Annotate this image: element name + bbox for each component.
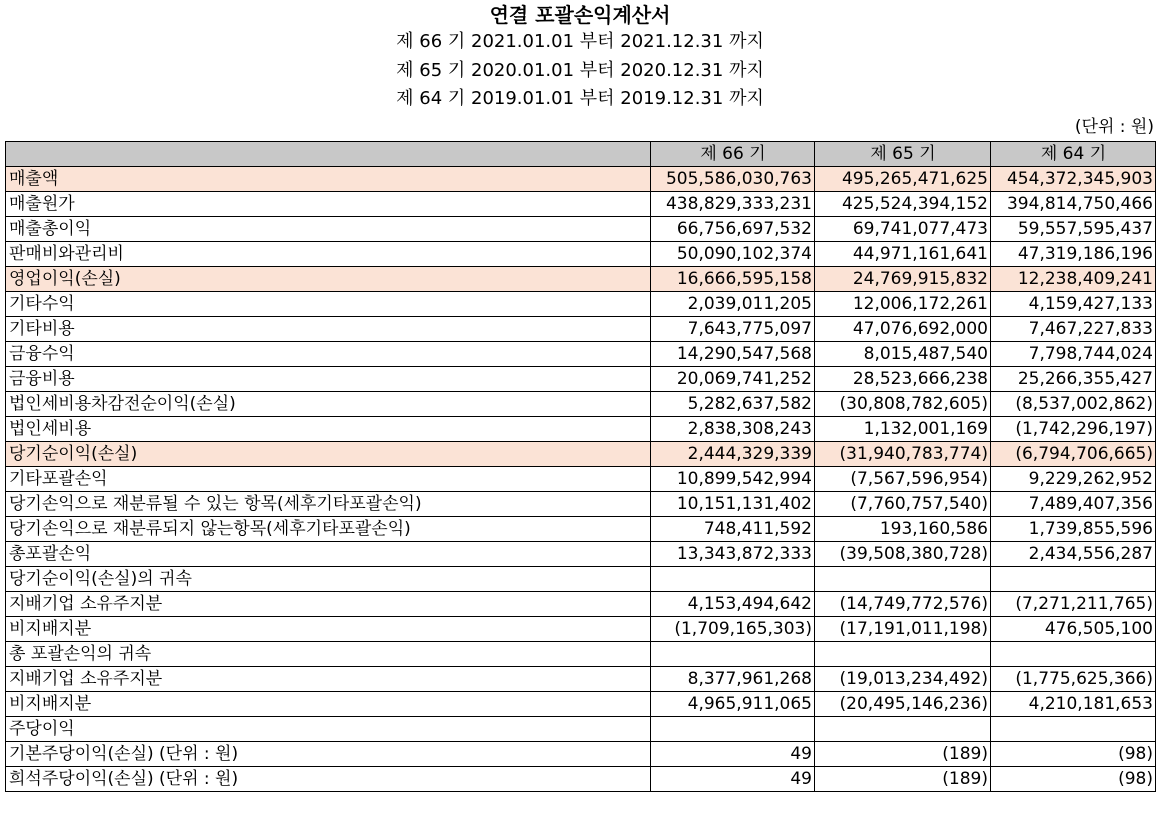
table-row [6,192,1156,217]
value-cell: (17,191,011,198) [815,617,991,642]
table-row [6,267,1156,292]
row-label: 매출총이익 [6,217,651,242]
row-label: 매출원가 [6,192,651,217]
value-cell: (189) [815,767,991,792]
table-row [6,642,1156,667]
income-statement-table [5,141,1156,792]
value-cell: 50,090,102,374 [651,242,815,267]
table-row [6,517,1156,542]
row-label: 금융비용 [6,367,651,392]
value-cell: 7,467,227,833 [991,317,1156,342]
value-cell: 49 [651,767,815,792]
value-cell: 4,159,427,133 [991,292,1156,317]
value-cell: 9,229,262,952 [991,467,1156,492]
value-cell: (98) [991,742,1156,767]
period-line-64: 제 64 기 2019.01.01 부터 2019.12.31 까지 [396,88,764,109]
row-label: 영업이익(손실) [6,267,651,292]
value-cell: 4,210,181,653 [991,692,1156,717]
value-cell: 505,586,030,763 [651,167,815,192]
table-row [6,317,1156,342]
value-cell: 7,798,744,024 [991,342,1156,367]
value-cell [815,642,991,667]
period-line-65: 제 65 기 2020.01.01 부터 2020.12.31 까지 [396,60,764,81]
row-label: 비지배지분 [6,692,651,717]
value-cell [651,567,815,592]
value-cell: 394,814,750,466 [991,192,1156,217]
row-label: 매출액 [6,167,651,192]
table-row [6,342,1156,367]
row-label: 기타포괄손익 [6,467,651,492]
value-cell [651,717,815,742]
value-cell: 25,266,355,427 [991,367,1156,392]
value-cell: 28,523,666,238 [815,367,991,392]
value-cell: (14,749,772,576) [815,592,991,617]
table-row [6,692,1156,717]
row-label: 지배기업 소유주지분 [6,667,651,692]
value-cell: 2,039,011,205 [651,292,815,317]
table-row [6,217,1156,242]
value-cell: 7,489,407,356 [991,492,1156,517]
value-cell [991,642,1156,667]
value-cell: 49 [651,742,815,767]
value-cell: 20,069,741,252 [651,367,815,392]
row-label: 당기손익으로 재분류되지 않는항목(세후기타포괄손익) [6,517,651,542]
table-row [6,567,1156,592]
value-cell: 47,076,692,000 [815,317,991,342]
row-label: 총포괄손익 [6,542,651,567]
value-cell: (1,742,296,197) [991,417,1156,442]
table-row [6,417,1156,442]
row-label: 희석주당이익(손실) (단위 : 원) [6,767,651,792]
table-row [6,392,1156,417]
value-cell: (7,567,596,954) [815,467,991,492]
value-cell: 1,739,855,596 [991,517,1156,542]
value-cell: 24,769,915,832 [815,267,991,292]
value-cell: 476,505,100 [991,617,1156,642]
table-row [6,442,1156,467]
value-cell [815,717,991,742]
column-header-66: 제 66 기 [651,142,815,167]
value-cell: 495,265,471,625 [815,167,991,192]
value-cell: 66,756,697,532 [651,217,815,242]
value-cell: (39,508,380,728) [815,542,991,567]
value-cell: (7,271,211,765) [991,592,1156,617]
table-row [6,292,1156,317]
value-cell: (6,794,706,665) [991,442,1156,467]
value-cell: 69,741,077,473 [815,217,991,242]
table-row [6,467,1156,492]
table-row [6,492,1156,517]
value-cell: (19,013,234,492) [815,667,991,692]
value-cell: (20,495,146,236) [815,692,991,717]
row-label: 당기순이익(손실) [6,442,651,467]
value-cell: 8,377,961,268 [651,667,815,692]
table-row [6,742,1156,767]
value-cell: 8,015,487,540 [815,342,991,367]
row-label: 주당이익 [6,717,651,742]
value-cell: 425,524,394,152 [815,192,991,217]
value-cell: 16,666,595,158 [651,267,815,292]
value-cell: 5,282,637,582 [651,392,815,417]
value-cell: 14,290,547,568 [651,342,815,367]
period-line-66: 제 66 기 2021.01.01 부터 2021.12.31 까지 [396,31,764,52]
value-cell [815,567,991,592]
row-label: 법인세비용차감전순이익(손실) [6,392,651,417]
table-row [6,767,1156,792]
value-cell: 438,829,333,231 [651,192,815,217]
statement-title: 연결 포괄손익계산서 [489,3,671,27]
table-row [6,617,1156,642]
row-label: 당기순이익(손실)의 귀속 [6,567,651,592]
row-label: 기타비용 [6,317,651,342]
row-label: 판매비와관리비 [6,242,651,267]
value-cell: 193,160,586 [815,517,991,542]
value-cell: 12,006,172,261 [815,292,991,317]
value-cell: 1,132,001,169 [815,417,991,442]
column-header-64: 제 64 기 [991,142,1156,167]
value-cell [651,642,815,667]
value-cell: 10,151,131,402 [651,492,815,517]
value-cell: 7,643,775,097 [651,317,815,342]
row-label: 기타수익 [6,292,651,317]
value-cell: (30,808,782,605) [815,392,991,417]
value-cell: 59,557,595,437 [991,217,1156,242]
value-cell: 47,319,186,196 [991,242,1156,267]
row-label: 기본주당이익(손실) (단위 : 원) [6,742,651,767]
value-cell: 12,238,409,241 [991,267,1156,292]
value-cell: (1,775,625,366) [991,667,1156,692]
column-header-item [6,142,651,167]
value-cell: 4,153,494,642 [651,592,815,617]
table-row [6,667,1156,692]
value-cell: 4,965,911,065 [651,692,815,717]
value-cell: (1,709,165,303) [651,617,815,642]
table-header-row [6,142,1156,167]
value-cell: 748,411,592 [651,517,815,542]
table-row [6,367,1156,392]
table-row [6,542,1156,567]
value-cell: (98) [991,767,1156,792]
row-label: 지배기업 소유주지분 [6,592,651,617]
value-cell: 2,434,556,287 [991,542,1156,567]
table-row [6,717,1156,742]
row-label: 총 포괄손익의 귀속 [6,642,651,667]
value-cell: 454,372,345,903 [991,167,1156,192]
table-row [6,167,1156,192]
value-cell: (31,940,783,774) [815,442,991,467]
row-label: 당기손익으로 재분류될 수 있는 항목(세후기타포괄손익) [6,492,651,517]
table-row [6,592,1156,617]
column-header-65: 제 65 기 [815,142,991,167]
value-cell: (8,537,002,862) [991,392,1156,417]
value-cell: 44,971,161,641 [815,242,991,267]
row-label: 비지배지분 [6,617,651,642]
value-cell: 13,343,872,333 [651,542,815,567]
row-label: 금융수익 [6,342,651,367]
row-label: 법인세비용 [6,417,651,442]
value-cell: (189) [815,742,991,767]
value-cell [991,717,1156,742]
unit-label: (단위 : 원) [1074,117,1154,137]
value-cell: 10,899,542,994 [651,467,815,492]
value-cell: 2,838,308,243 [651,417,815,442]
value-cell: (7,760,757,540) [815,492,991,517]
value-cell [991,567,1156,592]
table-row [6,242,1156,267]
value-cell: 2,444,329,339 [651,442,815,467]
